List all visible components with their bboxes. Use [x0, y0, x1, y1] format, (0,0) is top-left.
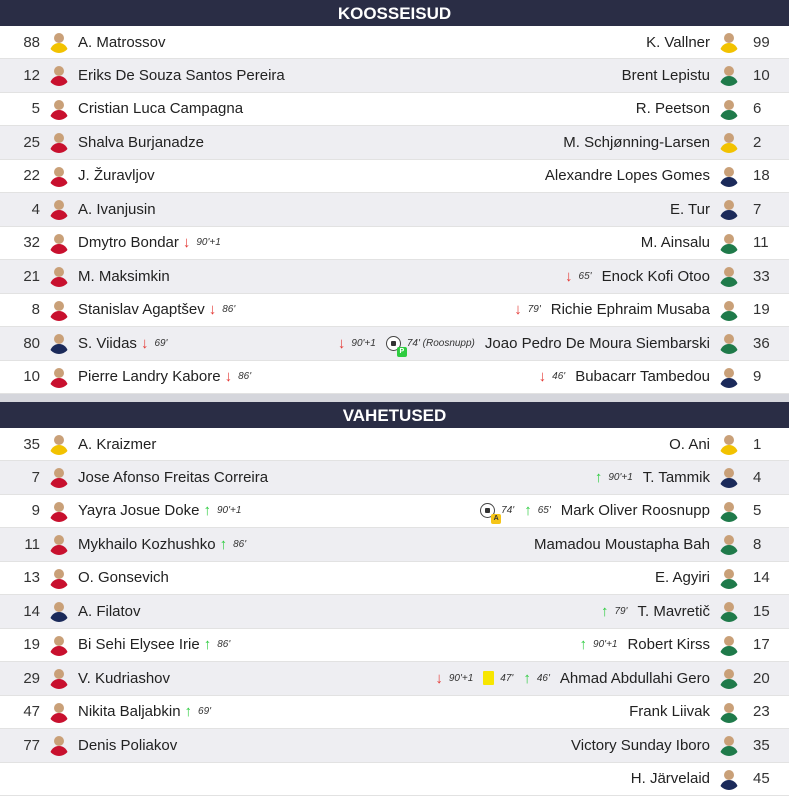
away-player[interactable]: [580, 629, 789, 662]
away-player[interactable]: [601, 595, 789, 628]
home-player[interactable]: [0, 696, 211, 729]
home-player[interactable]: [0, 562, 169, 595]
player-name[interactable]: Denis Poliakov: [78, 736, 178, 754]
player-avatar: [48, 366, 70, 388]
shirt-number: 5: [753, 502, 762, 520]
event-minute: 86': [238, 371, 252, 383]
lineup-row: [0, 595, 789, 629]
home-player[interactable]: [0, 59, 285, 92]
shirt-number: 10: [753, 66, 770, 84]
player-avatar: [718, 533, 740, 555]
shirt-number: 22: [23, 167, 40, 185]
home-player[interactable]: [0, 193, 156, 226]
player-avatar: [48, 701, 70, 723]
sub-in-arrow-icon: ↑: [523, 669, 531, 687]
player-avatar: [48, 198, 70, 220]
shirt-number: 15: [753, 602, 770, 620]
sub-out-arrow-icon: ↓: [182, 234, 191, 252]
event-minute: 47': [500, 672, 514, 684]
home-player[interactable]: [0, 160, 155, 193]
event-minute: 69': [154, 337, 168, 349]
event-out: [183, 235, 221, 250]
lineup-row: [0, 495, 789, 529]
player-name[interactable]: M. Ainsalu: [640, 234, 710, 252]
event-minute: 79': [527, 304, 541, 316]
player-avatar: [48, 64, 70, 86]
player-avatar: [718, 634, 740, 656]
event-in: [580, 637, 618, 652]
shirt-number: 77: [23, 736, 40, 754]
player-avatar: [48, 734, 70, 756]
lineup-row: [0, 260, 789, 294]
home-player[interactable]: [0, 294, 235, 327]
player-name[interactable]: Cristian Luca Campagna: [78, 100, 244, 118]
lineup-row: [0, 160, 789, 194]
away-player[interactable]: [636, 93, 789, 126]
section-header: KOOSSEISUD: [0, 0, 789, 26]
away-player[interactable]: [514, 294, 789, 327]
player-avatar: [48, 600, 70, 622]
shirt-number: 7: [31, 468, 40, 486]
shirt-number: 36: [753, 334, 770, 352]
event-out: [225, 369, 252, 384]
player-avatar: [48, 31, 70, 53]
shirt-number: 4: [31, 200, 40, 218]
shirt-number: 12: [23, 66, 40, 84]
player-name[interactable]: Ahmad Abdullahi Gero: [559, 669, 710, 687]
lineup-row: [0, 562, 789, 596]
shirt-number: 25: [23, 133, 40, 151]
event-in: [524, 503, 551, 518]
player-name[interactable]: S. Viidas: [78, 334, 137, 352]
player-avatar: [718, 64, 740, 86]
player-name[interactable]: Mykhailo Kozhushko: [78, 535, 216, 553]
sub-out-arrow-icon: ↓: [514, 301, 522, 319]
player-name[interactable]: Nikita Baljabkin: [78, 703, 181, 721]
player-avatar: [718, 98, 740, 120]
home-player[interactable]: [0, 528, 246, 561]
home-player[interactable]: [0, 495, 241, 528]
lineup-row: [0, 763, 789, 797]
shirt-number: 23: [753, 703, 770, 721]
home-player[interactable]: [0, 662, 170, 695]
sub-in-arrow-icon: ↑: [184, 703, 193, 721]
away-player[interactable]: [622, 59, 789, 92]
player-name[interactable]: Eriks De Souza Santos Pereira: [78, 66, 285, 84]
player-avatar: [48, 265, 70, 287]
event-minute: 90'+1: [216, 505, 242, 517]
player-avatar: [718, 265, 740, 287]
lineup-row: [0, 428, 789, 461]
player-name[interactable]: Joao Pedro De Moura Siembarski: [484, 334, 710, 352]
player-avatar: [718, 500, 740, 522]
event-out: [514, 302, 541, 317]
sub-in-arrow-icon: ↑: [600, 602, 609, 620]
player-avatar: [48, 433, 70, 455]
lineup-row: [0, 294, 789, 328]
sub-out-arrow-icon: ↓: [140, 334, 149, 352]
event-in: [523, 671, 550, 686]
event-in: [204, 637, 231, 652]
home-player[interactable]: [0, 595, 141, 628]
event-out: [338, 336, 376, 351]
away-player[interactable]: [641, 227, 789, 260]
player-avatar: [48, 131, 70, 153]
player-avatar: [718, 734, 740, 756]
event-minute: 90'+1: [448, 672, 474, 684]
player-name[interactable]: Pierre Landry Kabore: [78, 368, 221, 386]
player-avatar: [718, 131, 740, 153]
sub-out-arrow-icon: ↓: [435, 669, 443, 687]
sub-out-arrow-icon: ↓: [337, 334, 346, 352]
shirt-number: 18: [753, 167, 770, 185]
away-player[interactable]: [631, 763, 789, 796]
lineup-row: [0, 662, 789, 696]
player-avatar: [718, 701, 740, 723]
event-minute: 65': [537, 505, 551, 517]
player-avatar: [718, 366, 740, 388]
lineup-row: [0, 227, 789, 261]
player-name[interactable]: Jose Afonso Freitas Correira: [78, 468, 269, 486]
away-player[interactable]: [563, 126, 789, 159]
player-name[interactable]: J. Žuravljov: [78, 167, 155, 185]
player-name[interactable]: Brent Lepistu: [621, 66, 710, 84]
sub-in-arrow-icon: ↑: [203, 636, 212, 654]
sub-out-arrow-icon: ↓: [224, 368, 233, 386]
event-minute: 86': [233, 538, 247, 550]
sub-in-arrow-icon: ↑: [203, 502, 211, 520]
event-minute: 46': [552, 371, 566, 383]
lineup-row: [0, 461, 789, 495]
event-out: [209, 302, 236, 317]
assist-icon: [480, 503, 499, 523]
player-avatar: [718, 768, 740, 790]
player-name[interactable]: Mamadou Moustapha Bah: [534, 535, 710, 553]
sub-in-arrow-icon: ↑: [579, 636, 588, 654]
lineup-row: [0, 729, 789, 763]
player-name[interactable]: R. Peetson: [635, 100, 710, 118]
lineup-row: [0, 629, 789, 663]
event-goal-p: [386, 336, 475, 355]
player-name[interactable]: Robert Kirss: [627, 636, 710, 654]
shirt-number: 99: [753, 33, 770, 51]
player-name[interactable]: Stanislav Agaptšev: [78, 301, 205, 319]
player-avatar: [718, 232, 740, 254]
player-name[interactable]: A. Filatov: [78, 602, 141, 620]
event-minute: 90'+1: [351, 337, 376, 349]
lineup-row: [0, 528, 789, 562]
sub-out-arrow-icon: ↓: [208, 301, 217, 319]
shirt-number: 8: [753, 535, 762, 553]
home-player[interactable]: [0, 461, 268, 494]
shirt-number: 7: [753, 200, 762, 218]
home-player[interactable]: [0, 227, 221, 260]
player-name[interactable]: O. Gonsevich: [78, 569, 169, 587]
player-name[interactable]: Yayra Josue Doke: [78, 502, 200, 520]
lineup-row: [0, 696, 789, 730]
away-player[interactable]: [435, 662, 789, 695]
event-minute: 74' (Roosnupp): [406, 337, 475, 349]
player-avatar: [718, 332, 740, 354]
event-out: [539, 369, 566, 384]
shirt-number: 33: [753, 267, 770, 285]
sub-in-arrow-icon: ↑: [594, 468, 603, 486]
event-minute: 69': [198, 706, 212, 718]
player-avatar: [48, 299, 70, 321]
event-in: [185, 704, 212, 719]
home-player[interactable]: [0, 629, 230, 662]
lineup-row: [0, 59, 789, 93]
shirt-number: 8: [31, 301, 40, 319]
shirt-number: 11: [24, 535, 40, 553]
away-player[interactable]: [338, 327, 789, 360]
player-name[interactable]: T. Tammik: [642, 468, 710, 486]
shirt-number: 35: [753, 736, 770, 754]
player-avatar: [718, 466, 740, 488]
event-minute: 90'+1: [608, 471, 633, 483]
event-minute: 65': [578, 270, 592, 282]
event-out: [141, 336, 168, 351]
event-minute: 90'+1: [593, 639, 618, 651]
event-out: [565, 269, 592, 284]
home-player[interactable]: [0, 428, 156, 460]
event-minute: 74': [501, 505, 515, 517]
player-avatar: [718, 433, 740, 455]
shirt-number: 14: [753, 569, 770, 587]
player-avatar: [48, 466, 70, 488]
assist-badge: A: [491, 514, 501, 524]
player-name[interactable]: Richie Ephraim Musaba: [550, 301, 710, 319]
player-name[interactable]: M. Maksimkin: [78, 267, 170, 285]
shirt-number: 20: [753, 669, 770, 687]
home-player[interactable]: [0, 26, 166, 58]
away-player[interactable]: [545, 160, 789, 193]
player-name[interactable]: Shalva Burjanadze: [78, 133, 204, 151]
player-name[interactable]: E. Tur: [669, 200, 710, 218]
yellow-card-icon: [483, 671, 494, 685]
event-in: [595, 470, 633, 485]
shirt-number: 19: [753, 301, 770, 319]
player-name[interactable]: T. Mavretič: [637, 602, 710, 620]
shirt-number: 9: [753, 368, 762, 386]
section-header: VAHETUSED: [0, 402, 789, 428]
away-player[interactable]: [595, 461, 789, 494]
home-player[interactable]: [0, 361, 251, 394]
shirt-number: 80: [23, 334, 40, 352]
player-avatar: [48, 332, 70, 354]
player-name[interactable]: O. Ani: [669, 435, 710, 453]
lineup-row: [0, 93, 789, 127]
player-avatar: [718, 198, 740, 220]
shirt-number: 14: [23, 602, 40, 620]
player-name[interactable]: V. Kudriashov: [78, 669, 171, 687]
player-name[interactable]: K. Vallner: [646, 33, 710, 51]
player-avatar: [718, 165, 740, 187]
event-in: [203, 503, 241, 518]
penalty-badge: P: [397, 347, 407, 357]
away-player[interactable]: [646, 26, 789, 58]
player-avatar: [48, 98, 70, 120]
event-in: [220, 537, 247, 552]
player-avatar: [718, 31, 740, 53]
away-player[interactable]: [534, 528, 789, 561]
away-player[interactable]: [655, 562, 789, 595]
player-name[interactable]: Enock Kofi Otoo: [601, 267, 710, 285]
shirt-number: 6: [753, 100, 762, 118]
player-name[interactable]: E. Agyiri: [654, 569, 710, 587]
player-avatar: [718, 600, 740, 622]
sub-in-arrow-icon: ↑: [219, 535, 228, 553]
lineup-row: [0, 26, 789, 59]
sub-out-arrow-icon: ↓: [565, 267, 573, 285]
shirt-number: 4: [753, 468, 762, 486]
lineup-row: [0, 126, 789, 160]
lineup-row: [0, 193, 789, 227]
shirt-number: 29: [23, 669, 40, 687]
shirt-number: 32: [23, 234, 40, 252]
shirt-number: 5: [31, 100, 40, 118]
shirt-number: 35: [23, 435, 40, 453]
lineup-row: [0, 327, 789, 361]
shirt-number: 10: [23, 368, 40, 386]
away-player[interactable]: [539, 361, 789, 394]
shirt-number: 47: [23, 703, 40, 721]
away-player[interactable]: [571, 729, 789, 762]
player-name[interactable]: A. Kraizmer: [78, 435, 157, 453]
player-name[interactable]: Bubacarr Tambedou: [575, 368, 710, 386]
player-avatar: [718, 299, 740, 321]
shirt-number: 17: [753, 636, 770, 654]
shirt-number: 21: [23, 267, 40, 285]
home-player[interactable]: [0, 126, 204, 159]
player-name[interactable]: Mark Oliver Roosnupp: [560, 502, 710, 520]
sub-in-arrow-icon: ↑: [524, 502, 532, 520]
away-player[interactable]: [565, 260, 789, 293]
player-name[interactable]: Victory Sunday Iboro: [571, 736, 710, 754]
away-player[interactable]: [669, 428, 789, 460]
home-player[interactable]: [0, 327, 167, 360]
player-name[interactable]: Alexandre Lopes Gomes: [544, 167, 710, 185]
away-player[interactable]: [480, 495, 789, 528]
event-assist: [480, 503, 515, 523]
event-in: [601, 604, 628, 619]
home-player[interactable]: [0, 729, 177, 762]
shirt-number: 2: [753, 133, 762, 151]
penalty-goal-icon: [386, 336, 405, 355]
event-out: [435, 671, 473, 686]
player-name[interactable]: Bi Sehi Elysee Irie: [78, 636, 200, 654]
home-player[interactable]: [0, 260, 170, 293]
player-avatar: [48, 567, 70, 589]
player-name[interactable]: A. Ivanjusin: [78, 200, 156, 218]
shirt-number: 11: [753, 234, 769, 252]
home-player[interactable]: [0, 93, 243, 126]
player-name[interactable]: Dmytro Bondar: [78, 234, 179, 252]
player-avatar: [48, 634, 70, 656]
player-avatar: [48, 667, 70, 689]
shirt-number: 88: [23, 33, 40, 51]
event-yellow: [483, 671, 513, 685]
event-minute: 86': [222, 304, 236, 316]
event-minute: 86': [217, 639, 231, 651]
player-avatar: [48, 533, 70, 555]
lineup-row: [0, 361, 789, 395]
sub-out-arrow-icon: ↓: [538, 368, 547, 386]
away-player[interactable]: [670, 193, 789, 226]
player-name[interactable]: Frank Liivak: [629, 703, 710, 721]
player-avatar: [48, 500, 70, 522]
event-minute: 46': [536, 672, 550, 684]
section-separator: [0, 394, 789, 402]
shirt-number: 19: [23, 636, 40, 654]
player-name[interactable]: A. Matrossov: [78, 33, 166, 51]
player-avatar: [718, 667, 740, 689]
player-avatar: [48, 165, 70, 187]
away-player[interactable]: [629, 696, 789, 729]
player-name[interactable]: H. Järvelaid: [630, 770, 710, 788]
event-minute: 79': [614, 605, 628, 617]
player-avatar: [718, 567, 740, 589]
event-minute: 90'+1: [196, 237, 221, 249]
shirt-number: 45: [753, 770, 770, 788]
shirt-number: 9: [31, 502, 40, 520]
shirt-number: 13: [23, 569, 40, 587]
player-avatar: [48, 232, 70, 254]
shirt-number: 1: [753, 435, 762, 453]
player-name[interactable]: M. Schjønning-Larsen: [563, 133, 710, 151]
